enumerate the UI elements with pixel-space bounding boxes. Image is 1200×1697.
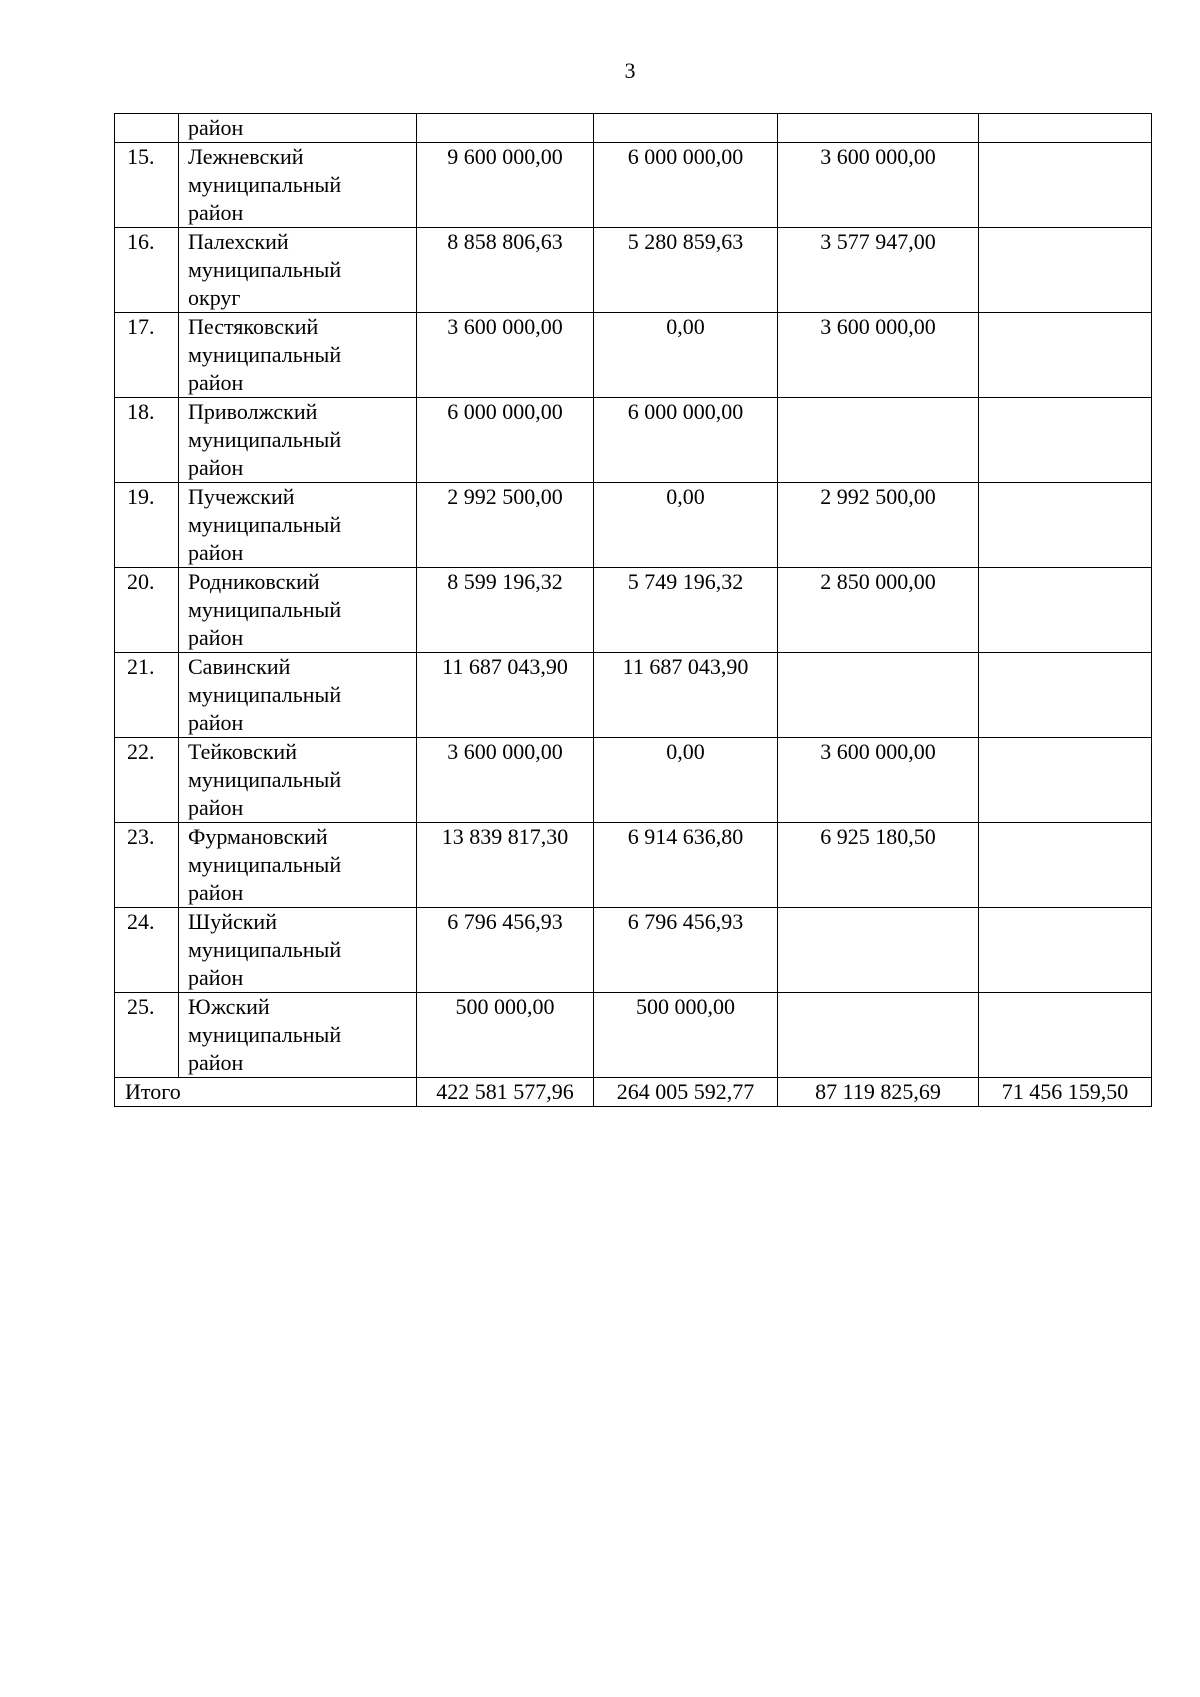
district-name-line: муниципальный	[188, 597, 342, 622]
row-number-cell: 15.	[115, 143, 179, 228]
district-name-line: Приволжский	[188, 399, 318, 424]
district-name-line: Лежневский	[188, 144, 304, 169]
district-name-cell	[179, 568, 417, 653]
row-number-cell: 24.	[115, 908, 179, 993]
district-name-cell	[179, 313, 417, 398]
row-number-cell: 18.	[115, 398, 179, 483]
district-name-line: муниципальный	[188, 767, 342, 792]
value-cell-3	[778, 908, 979, 993]
district-name-line: Фурмановский	[188, 824, 328, 849]
value-cell-3	[778, 653, 979, 738]
value-cell-4	[979, 908, 1152, 993]
total-cell: 500 000,00	[417, 993, 594, 1078]
row-number-cell: 23.	[115, 823, 179, 908]
value-cell-3: 2 992 500,00	[778, 483, 979, 568]
value-cell-2: 6 914 636,80	[594, 823, 778, 908]
district-name: район	[188, 115, 244, 140]
value-cell-3: 3 577 947,00	[778, 228, 979, 313]
table-row	[115, 908, 1152, 993]
page-number: 3	[624, 58, 636, 83]
value-cell-3: 6 925 180,50	[778, 823, 979, 908]
district-name-line: Палехский	[188, 229, 289, 254]
value-cell-3: 3 600 000,00	[778, 738, 979, 823]
value-cell-3: 3 600 000,00	[778, 143, 979, 228]
table-row-continued	[115, 114, 1152, 143]
district-name-line: Южский	[188, 994, 270, 1019]
district-name-line: Тейковский	[188, 739, 297, 764]
district-name-line: муниципальный	[188, 1022, 342, 1047]
total-cell	[417, 114, 594, 143]
row-number-cell	[115, 114, 179, 143]
value-cell-2: 6 000 000,00	[594, 398, 778, 483]
table-row	[115, 738, 1152, 823]
table-row	[115, 483, 1152, 568]
district-name-cell	[179, 228, 417, 313]
table-row	[115, 313, 1152, 398]
value-cell-4	[979, 738, 1152, 823]
district-name-cell	[179, 908, 417, 993]
table-row	[115, 228, 1152, 313]
table-row	[115, 653, 1152, 738]
row-number-cell: 20.	[115, 568, 179, 653]
value-cell-2: 5 749 196,32	[594, 568, 778, 653]
district-name-line: район	[188, 625, 244, 650]
value-cell-4	[979, 313, 1152, 398]
district-name-line: район	[188, 795, 244, 820]
district-name-cell	[179, 398, 417, 483]
value-cell-2: 0,00	[594, 483, 778, 568]
district-name-cell	[179, 653, 417, 738]
value-cell-3	[778, 993, 979, 1078]
table-row	[115, 398, 1152, 483]
row-number-cell: 16.	[115, 228, 179, 313]
district-name-line: муниципальный	[188, 852, 342, 877]
row-number-cell: 19.	[115, 483, 179, 568]
district-name-line: район	[188, 710, 244, 735]
district-name-cell	[179, 483, 417, 568]
value-cell-4	[979, 653, 1152, 738]
value-cell-4	[979, 568, 1152, 653]
value-cell-2: 0,00	[594, 738, 778, 823]
total-cell: 2 992 500,00	[417, 483, 594, 568]
total-value-cell-4: 71 456 159,50	[979, 1078, 1152, 1107]
value-cell-4	[979, 114, 1152, 143]
district-name-line: муниципальный	[188, 512, 342, 537]
table-row	[115, 568, 1152, 653]
table-row-total	[115, 1078, 1152, 1107]
value-cell-3	[778, 114, 979, 143]
district-name-cell	[179, 738, 417, 823]
district-name-cell	[179, 823, 417, 908]
district-name-line: район	[188, 540, 244, 565]
value-cell-2: 0,00	[594, 313, 778, 398]
total-cell: 11 687 043,90	[417, 653, 594, 738]
district-name-cell	[179, 143, 417, 228]
value-cell-4	[979, 483, 1152, 568]
total-value-cell-2: 264 005 592,77	[594, 1078, 778, 1107]
total-cell: 3 600 000,00	[417, 313, 594, 398]
row-number-cell: 25.	[115, 993, 179, 1078]
total-cell: 8 599 196,32	[417, 568, 594, 653]
row-number-cell: 17.	[115, 313, 179, 398]
row-number-cell: 21.	[115, 653, 179, 738]
district-name-line: муниципальный	[188, 257, 342, 282]
value-cell-3: 3 600 000,00	[778, 313, 979, 398]
district-name-line: Пучежский	[188, 484, 295, 509]
value-cell-3: 2 850 000,00	[778, 568, 979, 653]
total-value-cell-3: 87 119 825,69	[778, 1078, 979, 1107]
district-name-line: муниципальный	[188, 172, 342, 197]
row-number-cell: 22.	[115, 738, 179, 823]
value-cell-4	[979, 228, 1152, 313]
total-cell: 6 000 000,00	[417, 398, 594, 483]
value-cell-4	[979, 143, 1152, 228]
district-name-line: Пестяковский	[188, 314, 319, 339]
table-row	[115, 143, 1152, 228]
district-name-line: Савинский	[188, 654, 291, 679]
table-row	[115, 993, 1152, 1078]
district-name-line: муниципальный	[188, 427, 342, 452]
total-cell: 6 796 456,93	[417, 908, 594, 993]
value-cell-2: 5 280 859,63	[594, 228, 778, 313]
district-name-line: район	[188, 965, 244, 990]
district-name-line: район	[188, 455, 244, 480]
district-name-line: муниципальный	[188, 682, 342, 707]
district-name-cell	[179, 993, 417, 1078]
value-cell-3	[778, 398, 979, 483]
district-name-line: район	[188, 200, 244, 225]
total-label: Итого	[115, 1078, 417, 1107]
district-name-line: муниципальный	[188, 342, 342, 367]
district-name-line: муниципальный	[188, 937, 342, 962]
value-cell-2: 6 000 000,00	[594, 143, 778, 228]
total-cell: 9 600 000,00	[417, 143, 594, 228]
funding-table	[114, 113, 1152, 1107]
district-name-cell	[179, 114, 417, 143]
district-name-line: округ	[188, 285, 241, 310]
value-cell-4	[979, 398, 1152, 483]
value-cell-4	[979, 993, 1152, 1078]
district-name-line: Родниковский	[188, 569, 320, 594]
total-cell: 3 600 000,00	[417, 738, 594, 823]
district-name-line: район	[188, 880, 244, 905]
total-cell: 13 839 817,30	[417, 823, 594, 908]
value-cell-2: 11 687 043,90	[594, 653, 778, 738]
value-cell-2: 500 000,00	[594, 993, 778, 1078]
district-name-line: Шуйский	[188, 909, 277, 934]
value-cell-4	[979, 823, 1152, 908]
total-cell: 8 858 806,63	[417, 228, 594, 313]
value-cell-2: 6 796 456,93	[594, 908, 778, 993]
table-row	[115, 823, 1152, 908]
district-name-line: район	[188, 1050, 244, 1075]
value-cell-2	[594, 114, 778, 143]
grand-total-cell: 422 581 577,96	[417, 1078, 594, 1107]
district-name-line: район	[188, 370, 244, 395]
